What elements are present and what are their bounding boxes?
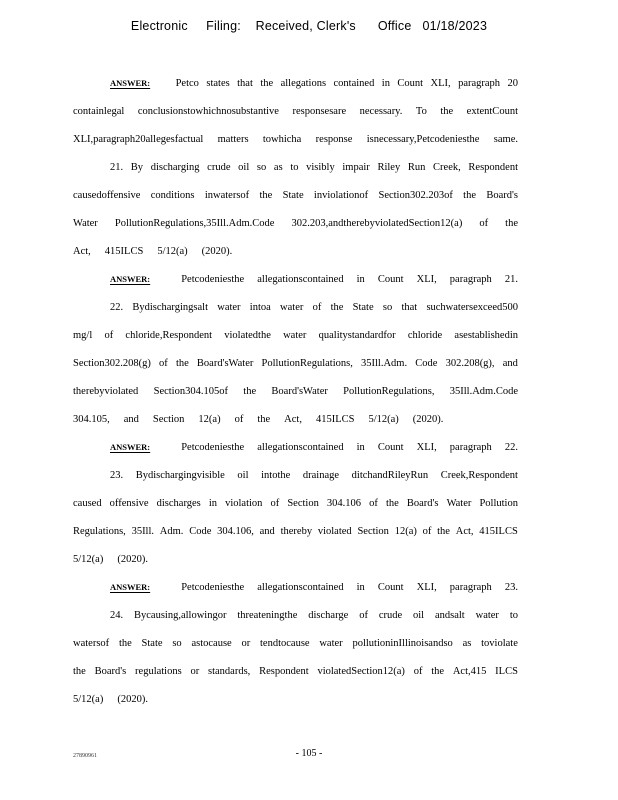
word: Water: [446, 498, 472, 509]
word: Section: [152, 414, 185, 425]
word: in: [381, 78, 390, 89]
text-line: [110, 442, 518, 453]
word: so: [382, 302, 393, 313]
word: watersof: [73, 638, 110, 649]
word: qualitystandardfor: [318, 330, 396, 341]
text-line: [73, 638, 518, 649]
word: to: [509, 610, 518, 621]
word: Section: [357, 526, 389, 537]
word: Regulations,: [73, 526, 126, 537]
word: contained: [333, 78, 375, 89]
word: water: [217, 302, 241, 313]
word: matters: [217, 134, 249, 145]
word: violatedthe: [224, 330, 271, 341]
text-line: [110, 582, 518, 593]
word: the: [260, 78, 274, 89]
word: 304.106: [326, 498, 362, 509]
word: causedoffensive: [73, 190, 141, 201]
word: in: [208, 498, 218, 509]
word: regulations: [135, 666, 182, 677]
word: (2020).: [201, 246, 233, 257]
word: 23.: [110, 470, 124, 481]
word: mg/l: [73, 330, 93, 341]
word: in: [356, 274, 365, 285]
word: the: [259, 190, 273, 201]
word: so: [256, 162, 267, 173]
word: caused: [73, 498, 102, 509]
word: State: [282, 190, 304, 201]
word: Bydischargingsalt: [132, 302, 208, 313]
word: inwatersof: [204, 190, 250, 201]
word: the: [175, 358, 189, 369]
answer-label: ANSWER:: [110, 582, 151, 592]
word: water: [319, 638, 343, 649]
word: Bycausing,allowingor: [134, 610, 227, 621]
word: tendtocause: [260, 638, 310, 649]
word: paragraph: [449, 582, 492, 593]
word: To: [415, 106, 427, 117]
word: intoa: [249, 302, 271, 313]
word: inviolationof: [313, 190, 369, 201]
word: 302.203,andtherebyviolatedSection12(a): [291, 218, 463, 229]
word: the: [437, 526, 450, 537]
word: paragraph: [449, 274, 492, 285]
word: Creek,: [433, 162, 461, 173]
text-line: [110, 78, 518, 89]
document-id: 27890961: [73, 753, 97, 759]
word: crude: [378, 610, 403, 621]
word: ditchandRileyRun: [351, 470, 429, 481]
word: Pollution: [479, 498, 518, 509]
word: containlegal: [73, 106, 125, 117]
word: Creek,Respondent: [440, 470, 518, 481]
word: Adm.: [159, 526, 184, 537]
word: PollutionRegulations,: [261, 358, 353, 369]
word: XLI,: [430, 78, 451, 89]
word: 5/12(a): [157, 246, 188, 257]
word: Board's: [486, 190, 518, 201]
text-line: [73, 694, 518, 705]
word: Board'sWater: [271, 386, 328, 397]
word: Petcodeniesthe: [181, 582, 245, 593]
word: 22.: [110, 302, 124, 313]
word: states: [206, 78, 230, 89]
word: and: [502, 358, 518, 369]
word: 21.: [504, 274, 518, 285]
word: pollutioninIllinoisandso: [352, 638, 453, 649]
word: 20: [507, 78, 518, 89]
word: State: [141, 638, 163, 649]
word: (2020).: [117, 694, 148, 705]
word: of: [359, 610, 368, 621]
word: Count: [377, 582, 404, 593]
word: of: [369, 498, 378, 509]
word: 415ILCS: [315, 414, 355, 425]
word: oil: [413, 610, 425, 621]
word: Count: [377, 442, 404, 453]
word: discharge: [308, 610, 349, 621]
word: 302.208(g),: [445, 358, 495, 369]
word: Water: [73, 218, 98, 229]
word: 35Ill.Adm.Code: [449, 386, 518, 397]
text-line: [110, 162, 518, 173]
text-line: [73, 554, 518, 565]
word: violated: [317, 526, 352, 537]
word: response: [315, 134, 353, 145]
text-line: [73, 190, 518, 201]
word: 23.: [504, 582, 518, 593]
word: Section: [287, 498, 319, 509]
word: 12(a): [198, 414, 221, 425]
word: XLI,: [416, 442, 437, 453]
word: same.: [493, 134, 518, 145]
word: of: [270, 498, 280, 509]
word: 22.: [504, 442, 518, 453]
word: of: [159, 358, 168, 369]
word: 5/12(a): [73, 554, 104, 565]
word: Count: [377, 274, 404, 285]
word: 35Ill.Adm.: [360, 358, 408, 369]
word: Act,415: [452, 666, 487, 677]
word: Board's: [94, 666, 127, 677]
word: asestablishedin: [454, 330, 518, 341]
word: (2020).: [117, 554, 148, 565]
text-line: [73, 106, 518, 117]
text-line: [73, 414, 518, 425]
word: the: [118, 638, 132, 649]
word: 304.106,: [217, 526, 254, 537]
text-line: [73, 526, 518, 537]
answer-label: ANSWER:: [110, 442, 151, 452]
word: the: [330, 302, 344, 313]
word: astocause: [191, 638, 232, 649]
word: the: [257, 414, 271, 425]
word: Riley: [377, 162, 401, 173]
word: allegationscontained: [257, 274, 344, 285]
page-number: - 105 -: [295, 748, 323, 759]
text-line: [73, 246, 518, 257]
word: Bydischargingvisible: [135, 470, 225, 481]
word: of: [234, 414, 244, 425]
word: Respondent: [468, 162, 518, 173]
word: Petco: [175, 78, 199, 89]
answer-label: ANSWER:: [110, 274, 151, 284]
word: PollutionRegulations,35Ill.Adm.Code: [114, 218, 275, 229]
word: of: [422, 526, 432, 537]
word: Board'sWater: [196, 358, 254, 369]
word: extentCount: [466, 106, 518, 117]
word: to: [290, 162, 299, 173]
word: Petcodeniesthe: [181, 442, 245, 453]
word: allegations: [280, 78, 327, 89]
word: conditions: [150, 190, 195, 201]
word: Code: [415, 358, 438, 369]
word: in: [356, 442, 365, 453]
word: PollutionRegulations,: [343, 386, 435, 397]
word: water: [283, 330, 307, 341]
word: standards,: [208, 666, 251, 677]
word: Act,: [73, 246, 91, 257]
word: that: [237, 78, 253, 89]
text-line: [73, 386, 518, 397]
word: chloride,Respondent: [125, 330, 213, 341]
word: 304.105,: [73, 414, 110, 425]
word: violation: [225, 498, 263, 509]
word: as: [462, 638, 472, 649]
word: Respondent: [259, 666, 309, 677]
text-line: [73, 218, 518, 229]
answer-label: ANSWER:: [110, 78, 151, 88]
word: Section302.208(g): [73, 358, 151, 369]
word: XLI,: [416, 582, 437, 593]
text-line: [73, 134, 518, 145]
word: of: [413, 666, 423, 677]
word: oil: [238, 162, 250, 173]
word: paragraph: [458, 78, 501, 89]
word: the: [385, 498, 399, 509]
word: responsesare: [292, 106, 347, 117]
word: violatedSection12(a): [317, 666, 405, 677]
word: the: [505, 218, 518, 229]
word: towhicha: [262, 134, 302, 145]
word: 12(a): [394, 526, 417, 537]
word: of: [479, 218, 489, 229]
word: toviolate: [481, 638, 518, 649]
word: chloride: [407, 330, 443, 341]
word: (2020).: [412, 414, 444, 425]
word: in: [356, 582, 365, 593]
word: crude: [207, 162, 231, 173]
word: andsalt: [434, 610, 465, 621]
word: 24.: [110, 610, 124, 621]
word: that: [401, 302, 418, 313]
word: 5/12(a): [73, 694, 104, 705]
text-line: [73, 358, 518, 369]
word: conclusionstowhichnosubstantive: [137, 106, 279, 117]
word: and: [259, 526, 275, 537]
word: thereby: [280, 526, 313, 537]
word: the: [440, 106, 454, 117]
word: offensive: [109, 498, 149, 509]
word: 415ILCS: [479, 526, 518, 537]
word: Count: [397, 78, 424, 89]
word: Section302.203of: [378, 190, 453, 201]
text-line: [73, 498, 518, 509]
word: By: [130, 162, 144, 173]
word: 5/12(a): [368, 414, 399, 425]
word: 415ILCS: [104, 246, 144, 257]
word: water: [475, 610, 499, 621]
word: paragraph: [449, 442, 492, 453]
word: threateningthe: [237, 610, 298, 621]
word: intothe: [261, 470, 291, 481]
text-line: [73, 330, 518, 341]
text-line: [110, 302, 518, 313]
word: State: [352, 302, 374, 313]
word: 21.: [110, 162, 124, 173]
word: or: [241, 638, 251, 649]
word: Act,: [455, 526, 474, 537]
text-line: [110, 274, 518, 285]
word: Board's: [406, 498, 439, 509]
word: suchwatersexceed500: [426, 302, 518, 313]
word: 35Ill.: [131, 526, 155, 537]
word: XLI,: [416, 274, 437, 285]
word: Code: [189, 526, 212, 537]
word: or: [190, 666, 200, 677]
text-line: [110, 610, 518, 621]
word: impair: [342, 162, 370, 173]
word: of: [312, 302, 322, 313]
word: the: [463, 190, 476, 201]
word: as: [273, 162, 283, 173]
word: Petcodeniesthe: [181, 274, 245, 285]
word: discharging: [150, 162, 200, 173]
word: Section304.105of: [153, 386, 228, 397]
word: ILCS: [495, 666, 518, 677]
word: Act,: [284, 414, 302, 425]
word: the: [73, 666, 86, 677]
word: the: [431, 666, 445, 677]
word: therebyviolated: [73, 386, 139, 397]
word: discharges: [156, 498, 201, 509]
word: allegationscontained: [257, 582, 344, 593]
word: allegationscontained: [257, 442, 344, 453]
word: drainage: [302, 470, 340, 481]
text-line: [110, 470, 518, 481]
word: oil: [237, 470, 249, 481]
text-line: [73, 666, 518, 677]
word: Run: [407, 162, 426, 173]
word: isnecessary,Petcodeniesthe: [366, 134, 480, 145]
word: so: [172, 638, 182, 649]
word: of: [104, 330, 114, 341]
word: and: [123, 414, 139, 425]
word: visibly: [306, 162, 335, 173]
word: water: [280, 302, 304, 313]
word: necessary.: [359, 106, 403, 117]
word: the: [243, 386, 257, 397]
word: XLI,paragraph20allegesfactual: [73, 134, 204, 145]
filing-header: Electronic Filing: Received, Clerk's Office 01/18/2023: [130, 19, 488, 33]
